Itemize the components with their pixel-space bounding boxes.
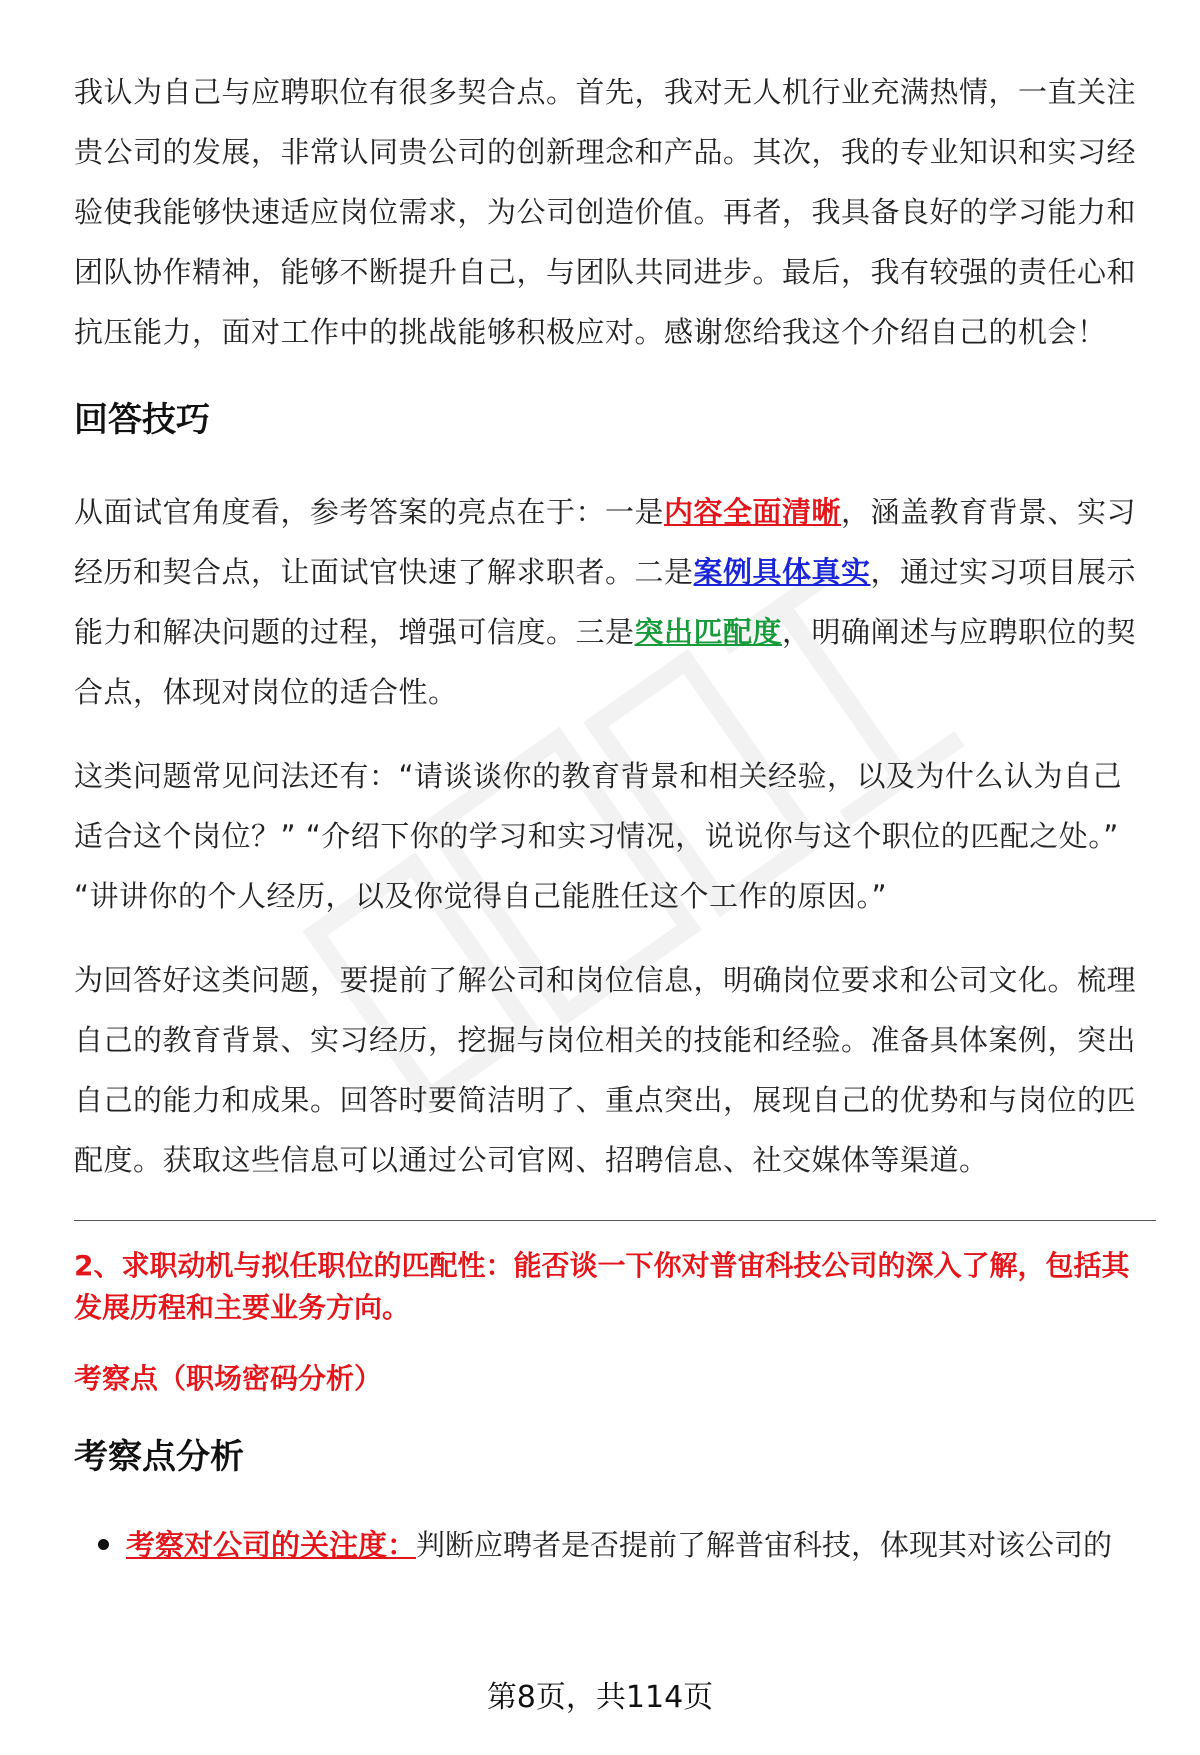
highlight-comprehensive: 内容全面清晰 bbox=[664, 495, 842, 529]
highlight-fit: 突出匹配度 bbox=[634, 615, 783, 649]
tips-text-b: ，涵盖教育背景、实习经历和契合点，让面试官快速了解求职者。二是 bbox=[74, 495, 1137, 589]
tips-text-a: 从面试官角度看，参考答案的亮点在于：一是 bbox=[74, 495, 665, 529]
tips-text-c: ，通过实习项目展示能力和解决问题的过程，增强可信度。三是 bbox=[74, 555, 1137, 649]
highlight-concrete-cases: 案例具体真实 bbox=[693, 555, 871, 589]
main-content bbox=[74, 62, 1144, 1569]
bullet-text: 判断应聘者是否提前了解普宙科技，体现其对该公司的 bbox=[416, 1528, 1113, 1562]
tips-paragraph-variants: 这类问题常见问法还有：“请谈谈你的教育背景和相关经验，以及为什么认为自己适合这个岗位？” “介绍下你的学习和实习情况，说说你与这个职位的匹配之处。” “讲讲你的个人经历，以及你觉得自己能胜任这个工作的原因。” bbox=[74, 759, 1123, 913]
question-2-title: 2、求职动机与拟任职位的匹配性：能否谈一下你对普宙科技公司的深入了解，包括其发展历程和主要业务方向。 bbox=[74, 1249, 1130, 1324]
list-item bbox=[74, 1521, 1144, 1569]
analysis-heading: 考察点分析 bbox=[74, 1437, 244, 1477]
section-divider bbox=[74, 1220, 1156, 1221]
intro-paragraph: 我认为自己与应聘职位有很多契合点。首先，我对无人机行业充满热情，一直关注贵公司的发展，非常认同贵公司的创新理念和产品。其次，我的专业知识和实习经验使我能够快速适应岗位需求，为公司创造价值。再者，我具备良好的学习能力和团队协作精神，能够不断提升自己，与团队共同进步。最后，我有较强的责任心和抗压能力，面对工作中的挑战能够积极应对。感谢您给我这个介绍自己的机会！ bbox=[74, 75, 1137, 349]
bullet-icon bbox=[98, 1539, 109, 1550]
bullet-label: 考察对公司的关注度： bbox=[126, 1528, 417, 1562]
tips-paragraph-advice: 为回答好这类问题，要提前了解公司和岗位信息，明确岗位要求和公司文化。梳理自己的教育背景、实习经历，挖掘与岗位相关的技能和经验。准备具体案例，突出自己的能力和成果。回答时要简洁明了、重点突出，展现自己的优势和与岗位的匹配度。获取这些信息可以通过公司官网、招聘信息、社交媒体等渠道。 bbox=[74, 963, 1137, 1177]
tips-paragraph-highlights bbox=[74, 482, 1144, 722]
tips-heading: 回答技巧 bbox=[74, 400, 210, 440]
page-number: 第8页，共114页 bbox=[486, 1680, 714, 1715]
tips-text-d: ，明确阐述与应聘职位的契合点，体现对岗位的适合性。 bbox=[74, 615, 1137, 709]
question-2-subtitle: 考察点（职场密码分析） bbox=[74, 1362, 383, 1395]
